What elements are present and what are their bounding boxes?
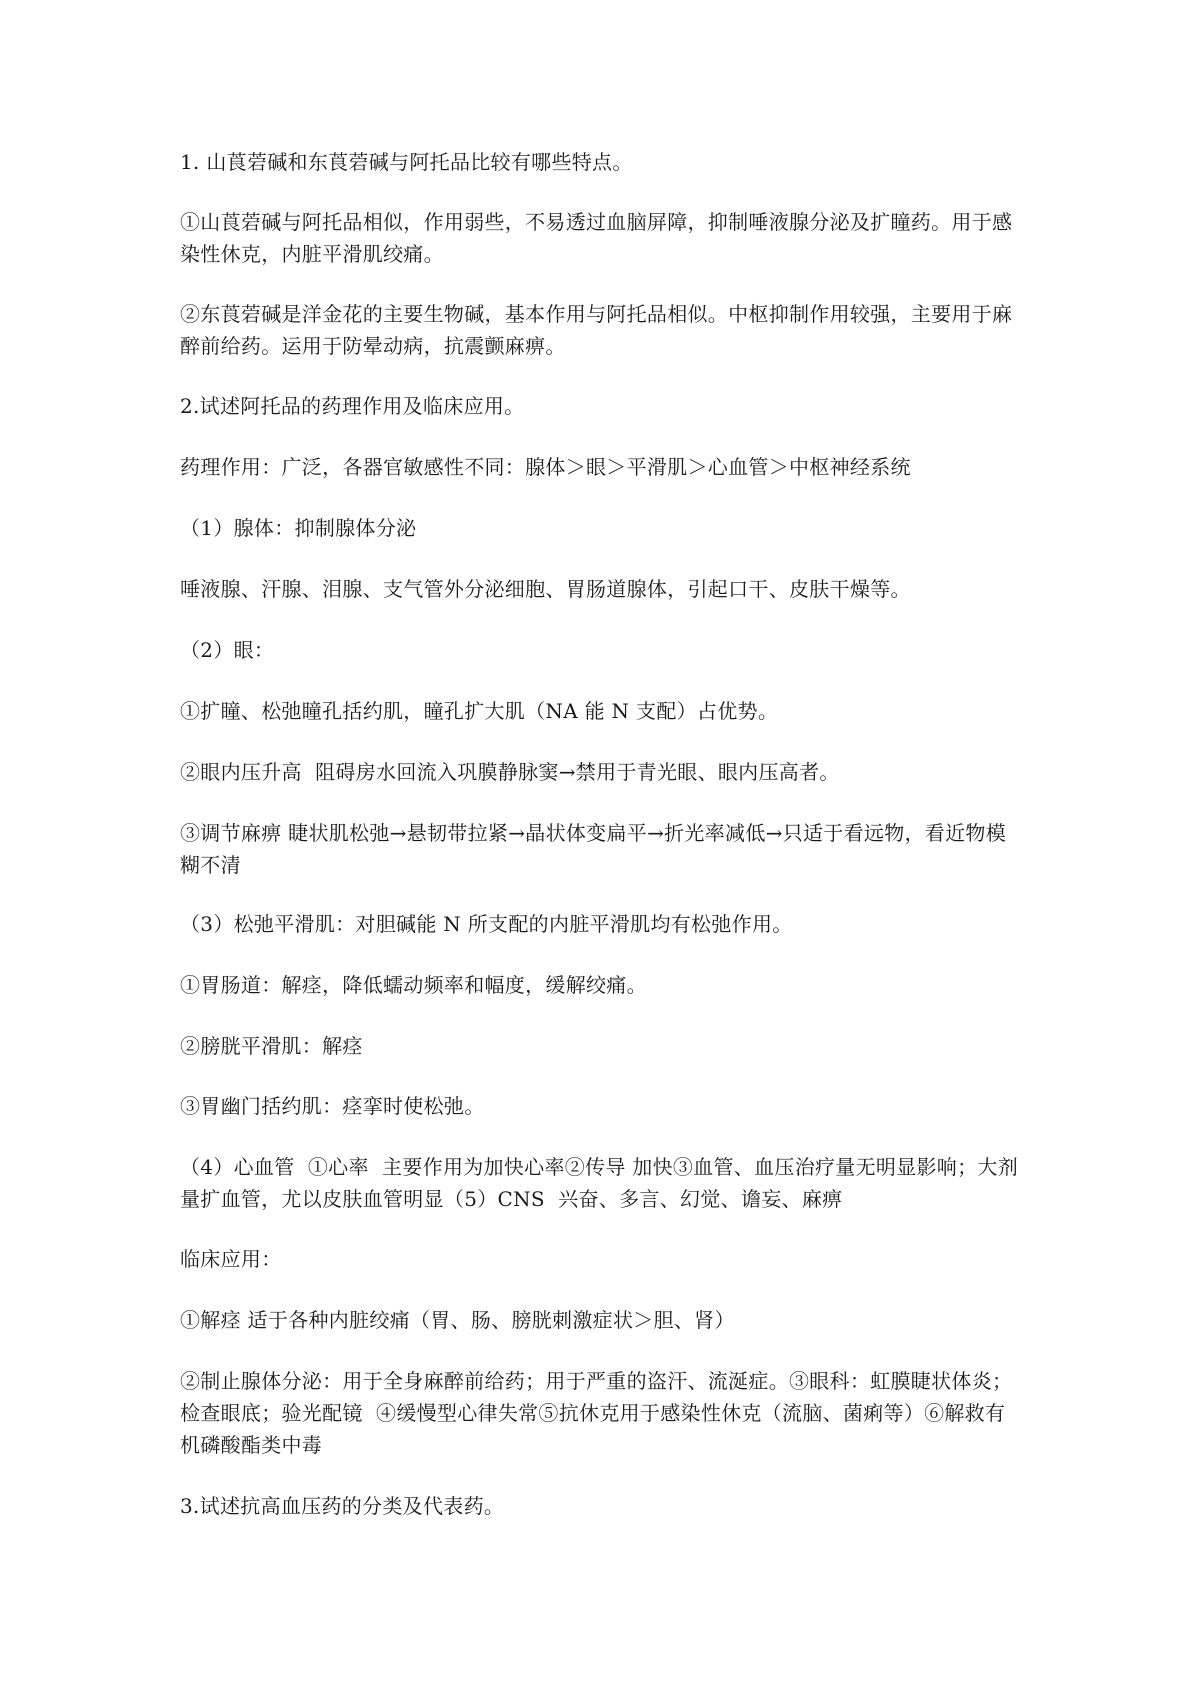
gland-paragraph: 唾液腺、汗腺、泪腺、支气管外分泌细胞、胃肠道腺体，引起口干、皮肤干燥等。 (180, 577, 911, 601)
clinical-use-item-2: ②制止腺体分泌：用于全身麻醉前给药；用于严重的盗汗、流涎症。③眼科：虹膜睫状体炎；检查眼底；验光配镜 ④缓慢型心律失常⑤抗休克用于感染性休克（流脑、菌痢等）⑥解救有机磷酸酯类中毒 (180, 1369, 1013, 1457)
smooth-muscle-item-1: ①胃肠道：解痉，降低蠕动频率和幅度，缓解绞痛。 (180, 973, 647, 997)
question-3-heading: 3.试述抗高血压药的分类及代表药。 (180, 1494, 505, 1518)
clinical-use-item-1: ①解痉 适于各种内脏绞痛（胃、肠、膀胱刺激症状＞胆、肾） (180, 1308, 735, 1332)
anisodamine-paragraph: ①山莨菪碱与阿托品相似，作用弱些，不易透过血脑屏障，抑制唾液腺分泌及扩瞳药。用于感染性休克，内脏平滑肌绞痛。 (180, 210, 1013, 266)
eye-item-1: ①扩瞳、松弛瞳孔括约肌，瞳孔扩大肌（NA 能 N 支配）占优势。 (180, 699, 779, 723)
question-1-heading: 1. 山莨菪碱和东莨菪碱与阿托品比较有哪些特点。 (180, 150, 633, 174)
cardiovascular-cns-paragraph: （4）心血管 ①心率 主要作用为加快心率②传导 加快③血管、血压治疗量无明显影响；大剂量扩血管，尤以皮肤血管明显（5）CNS 兴奋、多言、幻觉、谵妄、麻痹 (180, 1155, 1019, 1211)
eye-item-2: ②眼内压升高 阻碍房水回流入巩膜静脉窦→禁用于青光眼、眼内压高者。 (180, 760, 840, 784)
question-2-heading: 2.试述阿托品的药理作用及临床应用。 (180, 394, 525, 418)
smooth-muscle-item-2: ②膀胱平滑肌：解痉 (180, 1034, 363, 1058)
gland-subheading: （1）腺体：抑制腺体分泌 (180, 516, 417, 540)
pharmacology-intro: 药理作用：广泛，各器官敏感性不同：腺体＞眼＞平滑肌＞心血管＞中枢神经系统 (180, 455, 911, 479)
clinical-use-subheading: 临床应用： (180, 1247, 282, 1271)
eye-subheading: （2）眼： (180, 638, 275, 662)
scopolamine-paragraph: ②东莨菪碱是洋金花的主要生物碱，基本作用与阿托品相似。中枢抑制作用较强，主要用于麻醉前给药。运用于防晕动病，抗震颤麻痹。 (180, 302, 1013, 358)
smooth-muscle-subheading: （3）松弛平滑肌：对胆碱能 N 所支配的内脏平滑肌均有松弛作用。 (180, 912, 793, 936)
eye-item-3: ③调节麻痹 睫状肌松弛→悬韧带拉紧→晶状体变扁平→折光率减低→只适于看远物，看近物模糊不清 (180, 821, 1006, 877)
smooth-muscle-item-3: ③胃幽门括约肌：痉挛时使松弛。 (180, 1094, 485, 1118)
